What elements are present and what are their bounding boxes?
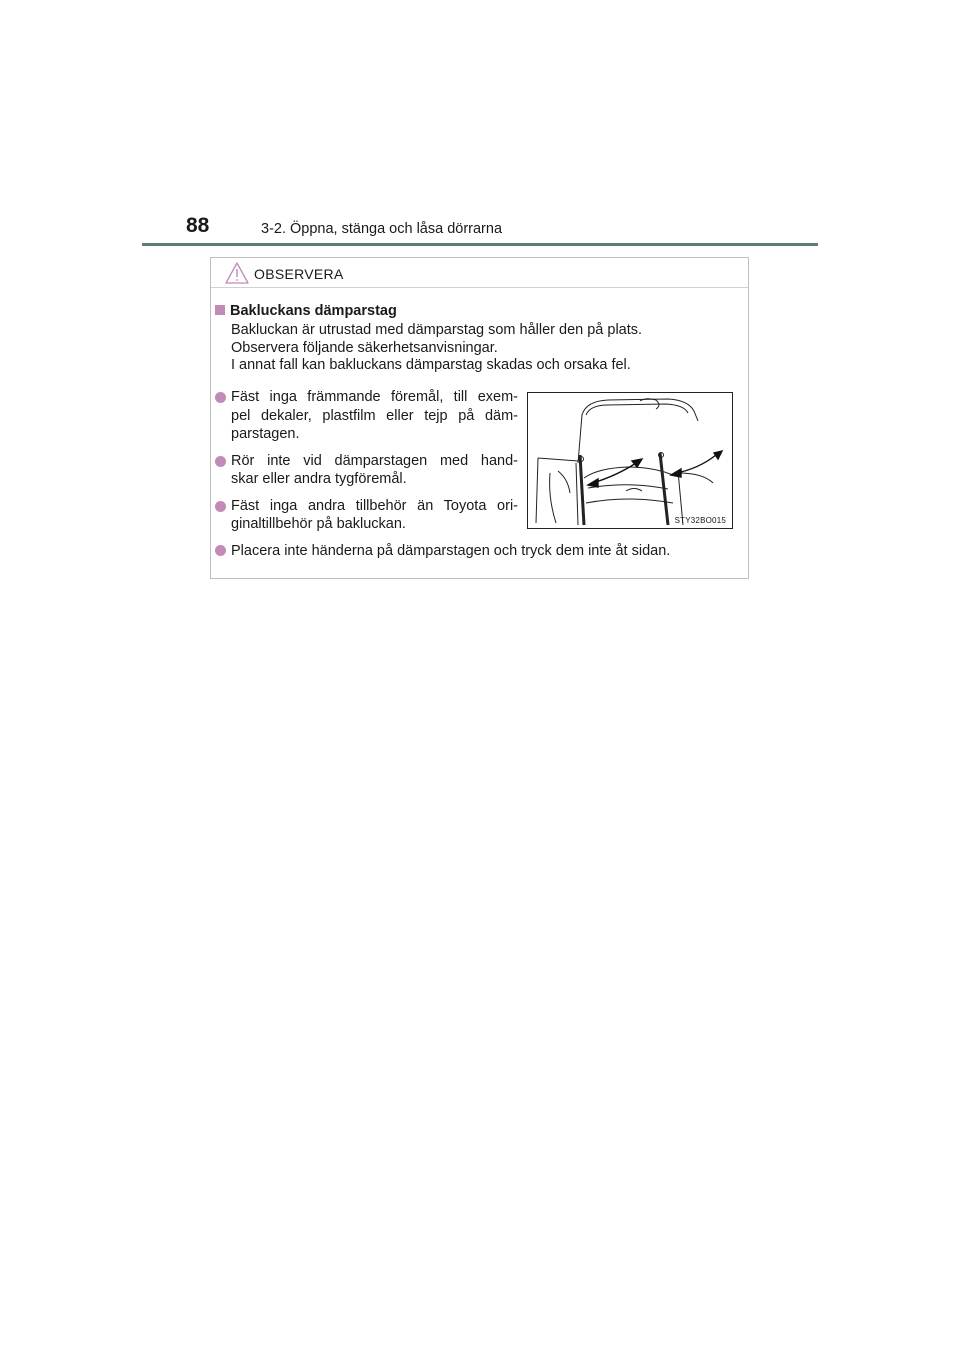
illustration-drawing (528, 393, 733, 529)
bullet-dot-icon (215, 545, 226, 556)
bullet-line: ginaltillbehör på bakluckan. (231, 516, 406, 532)
page-number: 88 (186, 214, 210, 237)
bullet-dot-icon (215, 501, 226, 512)
header-rule (142, 243, 818, 246)
caution-header (211, 258, 748, 288)
warning-triangle-icon (225, 262, 249, 289)
bullet-line: skar eller andra tygföremål. (231, 471, 407, 487)
bullet-dot-icon (215, 392, 226, 403)
bullet-item (215, 497, 518, 534)
back-door-damper-illustration (527, 392, 733, 529)
bullet-line: pel dekaler, plastfilm eller tejp på däm- (231, 407, 518, 424)
bullet-line: Rör inte vid dämparstagen med hand- (231, 452, 518, 469)
caution-box (210, 257, 749, 579)
figure-code: STY32BO015 (674, 516, 726, 525)
square-bullet-icon (215, 305, 225, 315)
intro-line: I annat fall kan bakluckans dämparstag skadas och orsaka fel. (231, 357, 631, 373)
caution-heading (215, 303, 397, 319)
bullet-list (215, 388, 518, 542)
bullet-line: Fäst inga främmande föremål, till exem- (231, 389, 518, 405)
section-title: 3-2. Öppna, stänga och låsa dörrarna (261, 221, 503, 237)
bullet-line: Fäst inga andra tillbehör än Toyota ori- (231, 497, 518, 514)
caution-heading-text: Bakluckans dämparstag (230, 303, 397, 319)
bullet-line: Placera inte händerna på dämparstagen och tryck dem inte åt sidan. (231, 543, 671, 559)
bullet-dot-icon (215, 456, 226, 467)
bullet-item (215, 452, 518, 489)
bullet-line: parstagen. (231, 426, 300, 442)
intro-text (231, 322, 642, 375)
bullet-item-last (215, 543, 670, 559)
caution-label: OBSERVERA (254, 266, 344, 282)
intro-line: Bakluckan är utrustad med dämparstag som håller den på plats. (231, 322, 643, 338)
bullet-item (215, 388, 518, 444)
intro-line: Observera följande säkerhetsanvisningar. (231, 339, 498, 356)
